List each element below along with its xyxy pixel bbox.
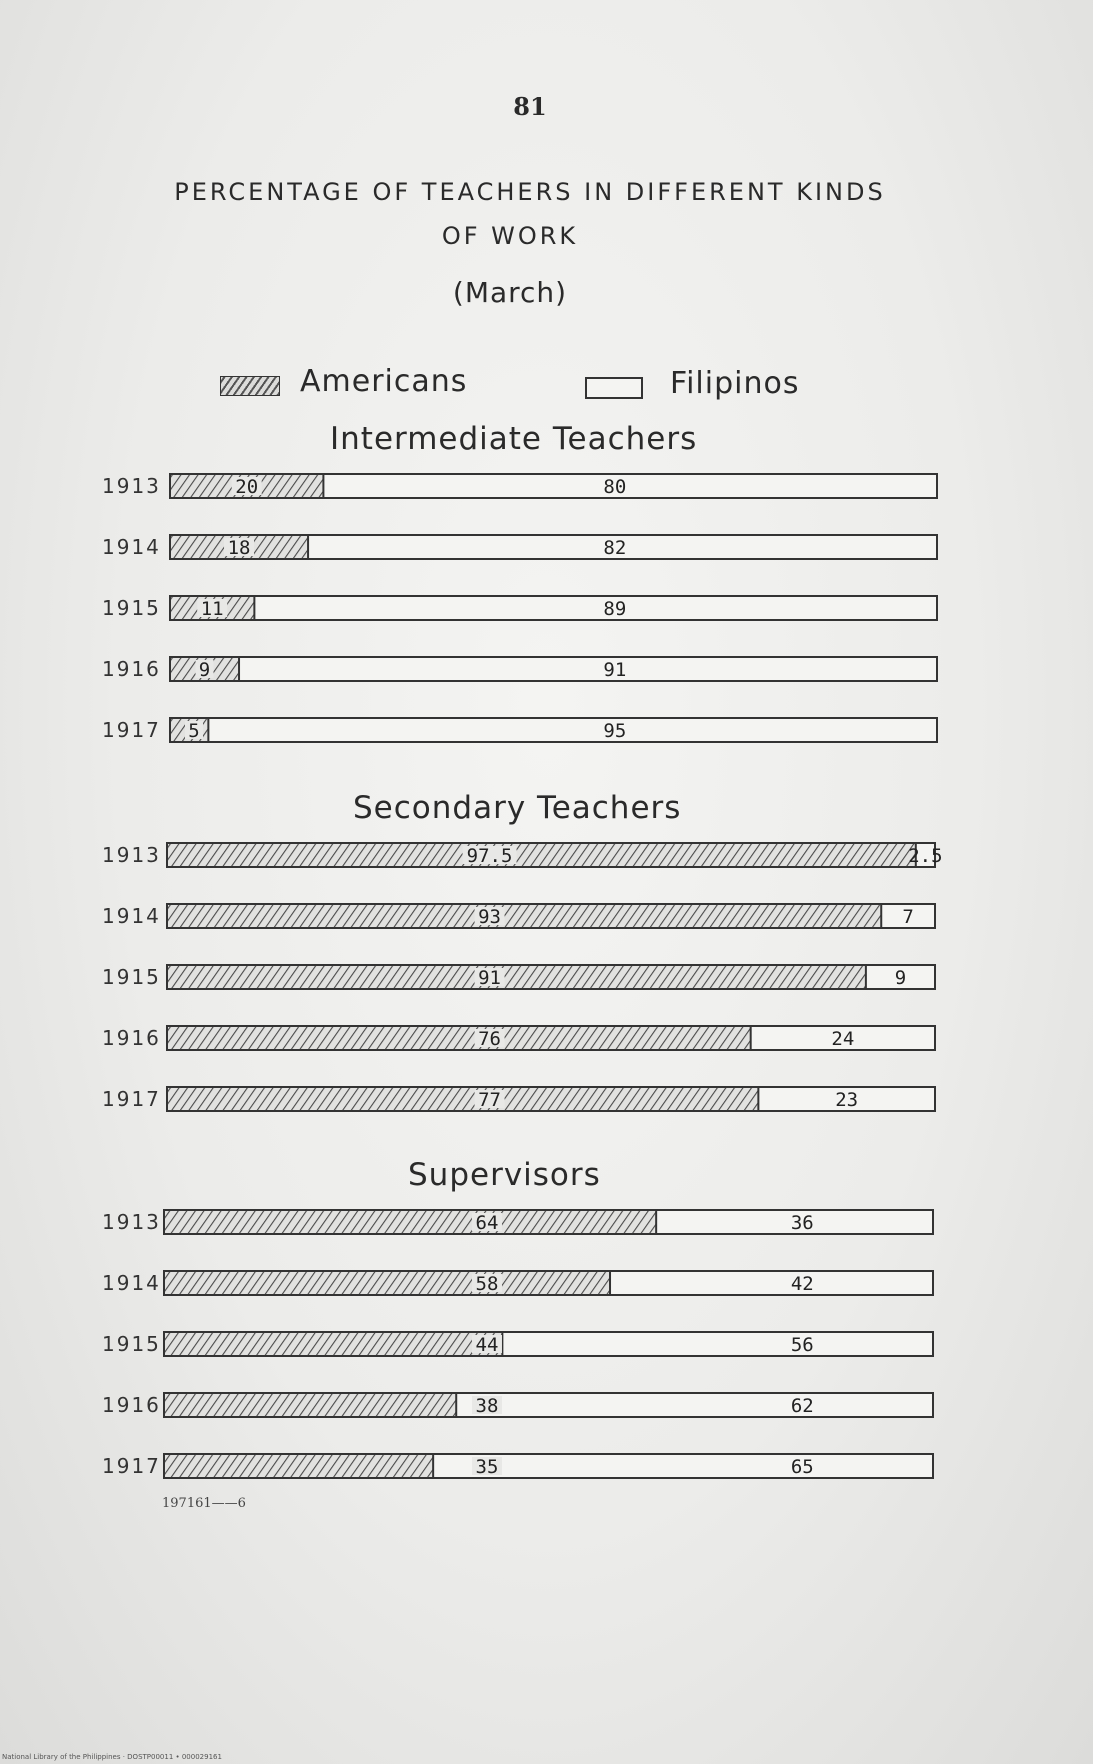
group-title-intermediate: Intermediate Teachers: [330, 421, 698, 457]
filipinos-value-label: 89: [603, 598, 627, 620]
year-label: 1916: [102, 1026, 161, 1050]
filipinos-value-label: 65: [790, 1456, 814, 1478]
americans-value-label: 9: [198, 659, 211, 681]
filipinos-value-label: 7: [902, 906, 914, 928]
americans-value-label: 64: [475, 1212, 499, 1234]
bar-americans: [167, 904, 881, 928]
year-label: 1916: [102, 1393, 161, 1417]
year-label: 1917: [102, 1087, 161, 1111]
footer-code: 197161——6: [162, 1496, 246, 1511]
filipinos-value-label: 24: [831, 1028, 855, 1050]
bar-americans: [167, 843, 916, 867]
filipinos-value-label: 56: [790, 1334, 814, 1356]
filipinos-value-label: 9: [894, 967, 907, 989]
group-title-secondary: Secondary Teachers: [353, 790, 682, 826]
americans-value-label: 91: [478, 967, 502, 989]
year-label: 1914: [102, 904, 161, 928]
filipinos-value-label: 36: [790, 1212, 814, 1234]
bar-americans: [164, 1271, 610, 1295]
filipinos-value-label: 2.5: [908, 845, 943, 867]
library-credit: National Library of the Philippines · DOSTP00011 • 000029161: [2, 1753, 222, 1761]
year-label: 1916: [102, 657, 161, 681]
americans-value-label: 11: [200, 598, 224, 620]
bar-americans: [164, 1210, 656, 1234]
filipinos-value-label: 23: [835, 1089, 859, 1111]
filipinos-value-label: 95: [603, 720, 627, 742]
group-title-supervisors: Supervisors: [408, 1157, 601, 1193]
bar-filipinos: [170, 596, 937, 620]
bar-americans: [167, 1087, 758, 1111]
americans-value-label: 20: [235, 476, 259, 498]
year-label: 1915: [102, 596, 161, 620]
filipinos-value-label: 91: [603, 659, 627, 681]
americans-value-label: 38: [475, 1395, 499, 1417]
chart-title-line-1: PERCENTAGE OF TEACHERS IN DIFFERENT KINDS: [174, 178, 886, 206]
americans-value-label: 77: [478, 1089, 502, 1111]
americans-value-label: 18: [227, 537, 251, 559]
filipinos-value-label: 80: [603, 476, 627, 498]
filipinos-value-label: 42: [790, 1273, 814, 1295]
bar-americans: [167, 965, 866, 989]
americans-value-label: 93: [478, 906, 502, 928]
americans-value-label: 44: [475, 1334, 499, 1356]
page-number: 81: [513, 92, 547, 121]
americans-value-label: 97.5: [466, 845, 513, 867]
year-label: 1915: [102, 965, 161, 989]
year-label: 1913: [102, 843, 161, 867]
year-label: 1917: [102, 1454, 161, 1478]
year-label: 1914: [102, 535, 161, 559]
legend-americans-label: Americans: [300, 364, 468, 399]
year-label: 1913: [102, 474, 161, 498]
filipinos-value-label: 62: [790, 1395, 814, 1417]
bar-americans: [164, 1454, 433, 1478]
legend-filipinos-label: Filipinos: [670, 366, 800, 401]
year-label: 1917: [102, 718, 161, 742]
year-label: 1913: [102, 1210, 161, 1234]
year-label: 1915: [102, 1332, 161, 1356]
americans-value-label: 58: [475, 1273, 499, 1295]
americans-value-label: 5: [188, 720, 200, 742]
bar-filipinos: [170, 657, 937, 681]
americans-value-label: 76: [478, 1028, 502, 1050]
bar-filipinos: [170, 718, 937, 742]
filipinos-value-label: 82: [603, 537, 627, 559]
year-label: 1914: [102, 1271, 161, 1295]
americans-value-label: 35: [475, 1456, 499, 1478]
chart-title-line-2: OF WORK: [441, 222, 579, 250]
bar-americans: [164, 1332, 502, 1356]
bar-americans: [167, 1026, 751, 1050]
bar-americans: [164, 1393, 456, 1417]
chart-subtitle: (March): [452, 276, 568, 309]
